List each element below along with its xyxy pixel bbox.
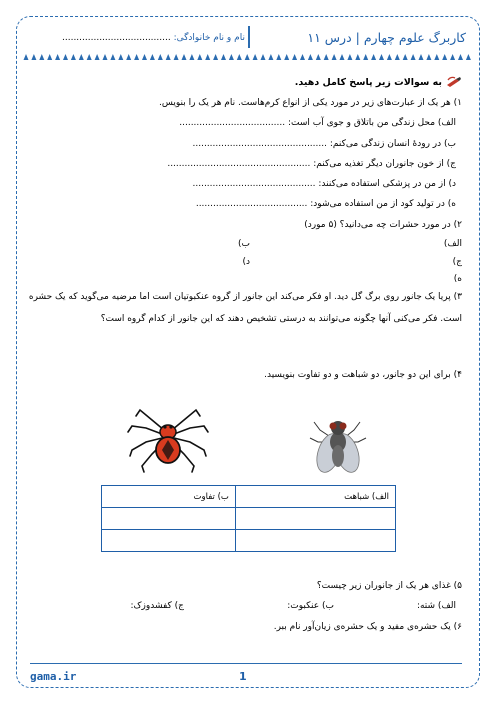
arrow-mark — [71, 54, 76, 60]
spider-image — [122, 406, 214, 476]
arrow-mark — [458, 54, 463, 60]
table-cell[interactable] — [235, 508, 395, 530]
q3-line2: است. فکر می‌کنی آنها چگونه می‌توانند به درستی تشخیص دهند که این جانور از کدام گروه است؟ — [100, 314, 462, 324]
arrow-mark — [347, 54, 352, 60]
arrow-mark — [371, 54, 376, 60]
arrow-mark — [426, 54, 431, 60]
q5-b: ب) عنکبوت: — [287, 601, 334, 611]
arrow-mark — [434, 54, 439, 60]
arrow-mark — [24, 54, 29, 60]
arrow-mark — [197, 54, 202, 60]
name-label: نام و نام خانوادگی: — [173, 33, 245, 43]
q6-text: ۶) یک حشره‌ی مفید و یک حشره‌ی زیان‌آور نام ببر. — [273, 622, 462, 632]
student-name-field — [62, 33, 245, 43]
header-divider — [248, 26, 250, 48]
arrow-mark — [166, 54, 171, 60]
arrow-mark — [213, 54, 218, 60]
q1-item-c: ج) از خون جانوران دیگر تغذیه می‌کنم: .................................................. — [167, 159, 456, 169]
arrow-mark — [63, 54, 68, 60]
table-row — [102, 530, 396, 552]
q1-text: ۱) هر یک از عبارت‌های زیر در مورد یکی از انواع کرم‌هاست. نام هر یک را بنویس. — [159, 98, 462, 108]
table-cell[interactable] — [102, 508, 236, 530]
q2-e: ه) — [453, 274, 462, 284]
q2-b: ب) — [238, 239, 250, 249]
arrow-mark — [450, 54, 455, 60]
arrow-mark — [268, 54, 273, 60]
name-dots: ...................................... — [62, 33, 171, 43]
arrow-mark — [324, 54, 329, 60]
arrow-mark — [126, 54, 131, 60]
arrow-mark — [355, 54, 360, 60]
q1-item-b: ب) در رودهٔ انسان زندگی می‌کنم: ............................................... — [192, 139, 456, 149]
footer-site: gama.ir — [30, 670, 77, 683]
arrow-mark — [411, 54, 416, 60]
arrow-mark — [142, 54, 147, 60]
arrow-mark — [395, 54, 400, 60]
arrow-mark — [284, 54, 289, 60]
arrow-mark — [363, 54, 368, 60]
arrow-mark — [419, 54, 424, 60]
q5-c: ج) کفشدوزک: — [130, 601, 184, 611]
q1-item-d: د) از من در پزشکی استفاده می‌کنند: ........................................... — [192, 179, 456, 189]
arrow-mark — [253, 54, 258, 60]
arrow-mark — [442, 54, 447, 60]
arrow-mark — [47, 54, 52, 60]
arrow-mark — [39, 54, 44, 60]
q1-item-e: ه) در تولید کود از من استفاده می‌شود: ....................................... — [195, 199, 456, 209]
arrow-mark — [134, 54, 139, 60]
arrow-mark — [189, 54, 194, 60]
q2-d: د) — [242, 257, 250, 267]
arrow-mark — [95, 54, 100, 60]
worksheet-title: کاربرگ علوم چهارم | درس ۱۱ — [307, 30, 466, 45]
footer-line — [30, 663, 462, 664]
q4-text: ۴) برای این دو جانور، دو شباهت و دو تفاوت بنویسید. — [264, 370, 462, 380]
page-number: 1 — [239, 670, 247, 683]
header-difference: ب) تفاوت — [102, 486, 236, 508]
arrow-mark — [316, 54, 321, 60]
q2-text: ۲) در مورد حشرات چه می‌دانید؟ (۵ مورد) — [304, 220, 462, 230]
q2-c: ج) — [452, 257, 462, 267]
arrow-mark — [292, 54, 297, 60]
arrow-mark — [379, 54, 384, 60]
arrow-mark — [387, 54, 392, 60]
header-similarity: الف) شباهت — [235, 486, 395, 508]
arrow-mark — [340, 54, 345, 60]
q1-item-a: الف) محل زندگی من باتلاق و جوی آب است: ..................................... — [179, 118, 456, 128]
pencil-hand-icon — [446, 76, 462, 88]
arrow-mark — [158, 54, 163, 60]
table-cell[interactable] — [102, 530, 236, 552]
q5-text: ۵) غذای هر یک از جانوران زیر چیست؟ — [316, 581, 462, 591]
arrow-border-row — [22, 52, 474, 62]
arrow-mark — [87, 54, 92, 60]
arrow-mark — [466, 54, 471, 60]
instruction-line — [295, 76, 462, 88]
table-cell[interactable] — [235, 530, 395, 552]
instruction-text: به سوالات زیر پاسخ کامل دهید. — [294, 76, 442, 88]
q3-line1: ۳) پریا یک جانور روی برگ گل دید. او فکر می‌کند این جانور از گروه عنکبوتیان است اما مرضیه می‌گوید که یک حشره — [28, 292, 462, 302]
arrow-mark — [221, 54, 226, 60]
arrow-mark — [174, 54, 179, 60]
arrow-mark — [308, 54, 313, 60]
arrow-mark — [103, 54, 108, 60]
arrow-mark — [150, 54, 155, 60]
arrow-mark — [403, 54, 408, 60]
arrow-mark — [245, 54, 250, 60]
arrow-mark — [300, 54, 305, 60]
arrow-mark — [118, 54, 123, 60]
comparison-table — [101, 485, 396, 552]
arrow-mark — [332, 54, 337, 60]
arrow-mark — [276, 54, 281, 60]
arrow-mark — [237, 54, 242, 60]
arrow-mark — [31, 54, 36, 60]
arrow-mark — [55, 54, 60, 60]
table-row — [102, 508, 396, 530]
arrow-mark — [182, 54, 187, 60]
arrow-mark — [79, 54, 84, 60]
q2-a: الف) — [443, 239, 462, 249]
arrow-mark — [110, 54, 115, 60]
table-header-row — [102, 486, 396, 508]
arrow-mark — [229, 54, 234, 60]
fly-image — [292, 408, 382, 478]
q5-a: الف) شته: — [416, 601, 456, 611]
arrow-mark — [205, 54, 210, 60]
arrow-mark — [261, 54, 266, 60]
